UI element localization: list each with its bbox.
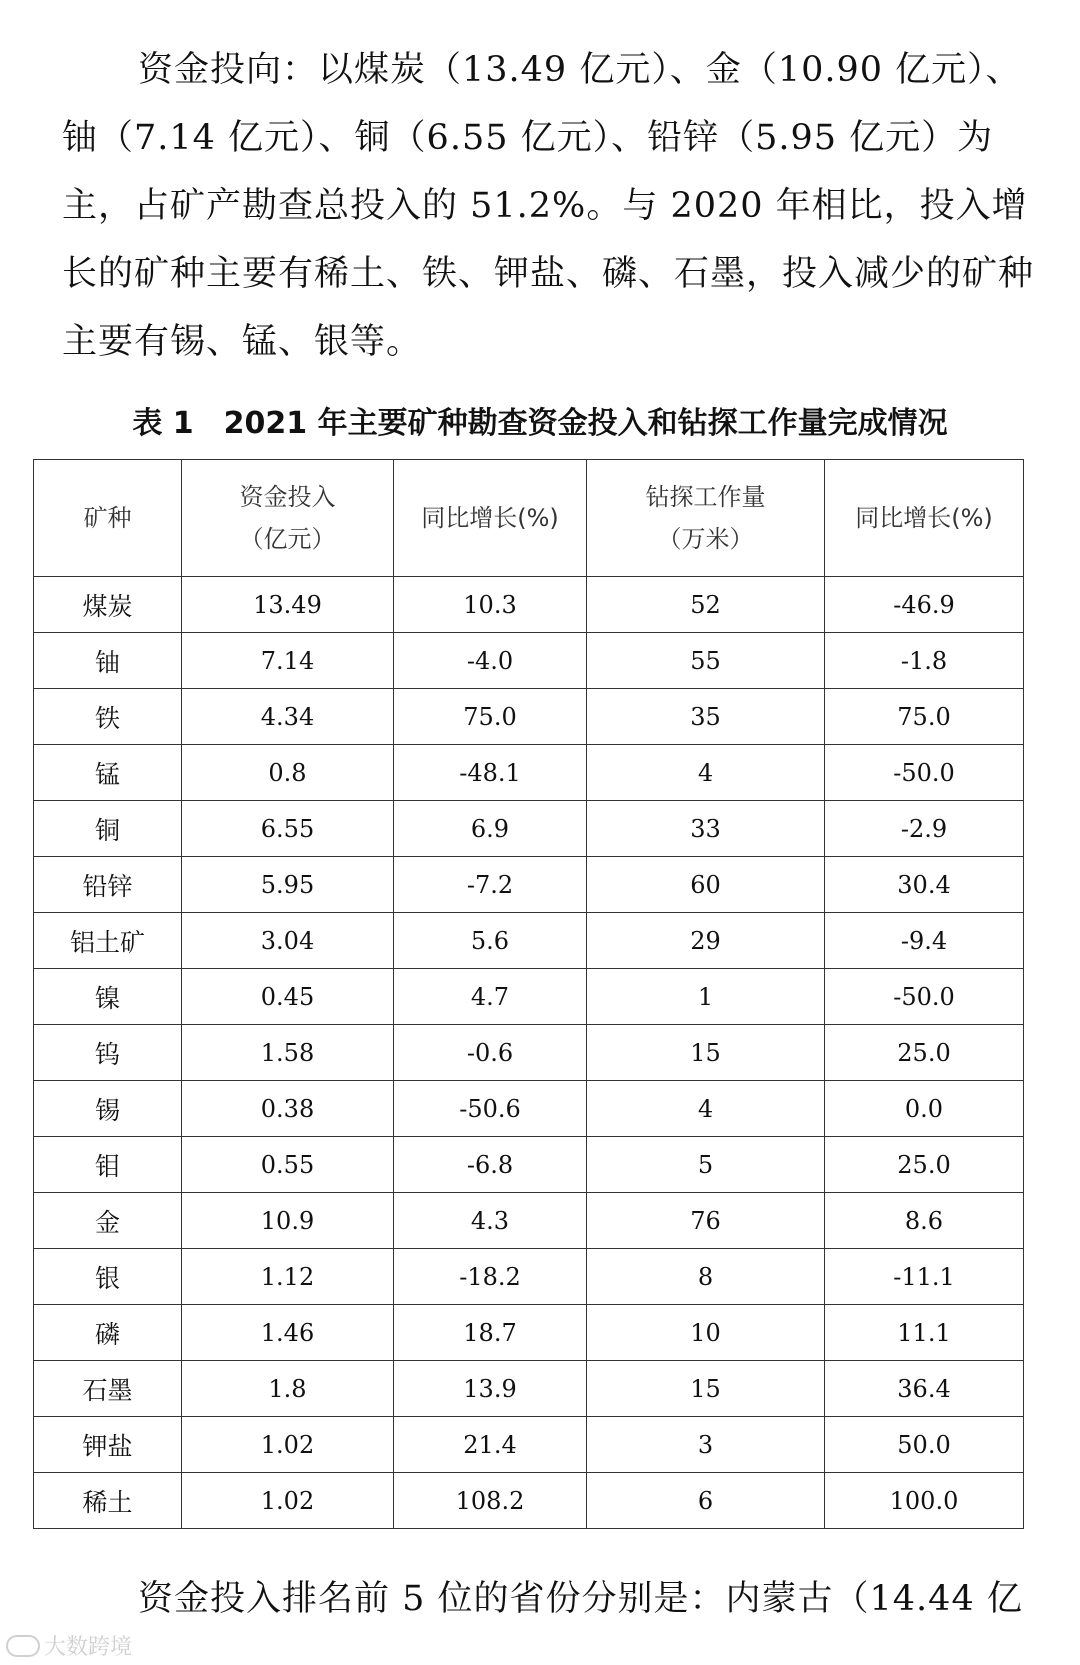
- cell-funding-yoy: 108.2: [394, 1473, 587, 1529]
- cell-drilling: 35: [587, 689, 825, 745]
- cell-funding-yoy: 4.7: [394, 969, 587, 1025]
- cell-mineral: 钼: [34, 1137, 182, 1193]
- table-row: [34, 857, 1024, 913]
- cell-funding: 7.14: [182, 633, 394, 689]
- cell-drilling: 52: [587, 577, 825, 633]
- cell-drilling-yoy: -46.9: [825, 577, 1024, 633]
- table-row: [34, 1473, 1024, 1529]
- cell-funding: 0.38: [182, 1081, 394, 1137]
- cell-funding-yoy: 18.7: [394, 1305, 587, 1361]
- cell-drilling: 4: [587, 745, 825, 801]
- table-row: [34, 1193, 1024, 1249]
- cell-funding-yoy: 10.3: [394, 577, 587, 633]
- header-funding-yoy: 同比增长(%): [394, 460, 587, 577]
- cell-drilling: 1: [587, 969, 825, 1025]
- table-row: [34, 913, 1024, 969]
- intro-paragraph: 资金投向：以煤炭（13.49 亿元）、金（10.90 亿元）、铀（7.14 亿元）、铜（6.55 亿元）、铅锌（5.95 亿元）为主，占矿产勘查总投入的 51.2%。与 2020 年相比，投入增长的矿种主要有稀土、铁、钾盐、磷、石墨，投入减少的矿种主要有锡、锰、银等。: [62, 50, 1035, 362]
- cell-drilling: 10: [587, 1305, 825, 1361]
- table-row: [34, 745, 1024, 801]
- table-body: [34, 577, 1024, 1529]
- cell-drilling-yoy: 50.0: [825, 1417, 1024, 1473]
- cell-drilling-yoy: 25.0: [825, 1025, 1024, 1081]
- table-row: [34, 801, 1024, 857]
- following-paragraph: 资金投入排名前 5 位的省份分别是：内蒙古（14.44 亿: [138, 1579, 1023, 1619]
- cell-drilling: 15: [587, 1361, 825, 1417]
- header-drilling-line2: （万米）: [657, 525, 754, 553]
- cell-mineral: 铁: [34, 689, 182, 745]
- cell-drilling-yoy: -2.9: [825, 801, 1024, 857]
- cell-drilling-yoy: 11.1: [825, 1305, 1024, 1361]
- cell-funding: 1.02: [182, 1417, 394, 1473]
- cell-drilling-yoy: 100.0: [825, 1473, 1024, 1529]
- cell-mineral: 银: [34, 1249, 182, 1305]
- table-header-row: [34, 460, 1024, 577]
- cell-drilling-yoy: -50.0: [825, 745, 1024, 801]
- cell-drilling: 76: [587, 1193, 825, 1249]
- cell-funding-yoy: 5.6: [394, 913, 587, 969]
- table-row: [34, 577, 1024, 633]
- watermark: [6, 1630, 132, 1661]
- table-caption: 表 1 2021 年主要矿种勘查资金投入和钻探工作量完成情况: [132, 406, 948, 441]
- cell-funding-yoy: -50.6: [394, 1081, 587, 1137]
- cell-drilling-yoy: 0.0: [825, 1081, 1024, 1137]
- cell-funding-yoy: 13.9: [394, 1361, 587, 1417]
- cell-funding: 10.9: [182, 1193, 394, 1249]
- table-row: [34, 1305, 1024, 1361]
- cell-funding-yoy: -7.2: [394, 857, 587, 913]
- header-mineral: 矿种: [34, 460, 182, 577]
- table-row: [34, 1137, 1024, 1193]
- cell-drilling: 4: [587, 1081, 825, 1137]
- cell-funding-yoy: -6.8: [394, 1137, 587, 1193]
- cell-mineral: 铅锌: [34, 857, 182, 913]
- cell-mineral: 煤炭: [34, 577, 182, 633]
- cell-funding-yoy: -18.2: [394, 1249, 587, 1305]
- cell-drilling-yoy: 8.6: [825, 1193, 1024, 1249]
- table-row: [34, 1249, 1024, 1305]
- cell-drilling: 33: [587, 801, 825, 857]
- cell-funding-yoy: 75.0: [394, 689, 587, 745]
- cell-funding-yoy: 21.4: [394, 1417, 587, 1473]
- cell-drilling: 29: [587, 913, 825, 969]
- cell-funding-yoy: 4.3: [394, 1193, 587, 1249]
- cell-mineral: 稀土: [34, 1473, 182, 1529]
- cell-mineral: 石墨: [34, 1361, 182, 1417]
- cell-drilling-yoy: 25.0: [825, 1137, 1024, 1193]
- cell-mineral: 锰: [34, 745, 182, 801]
- cell-funding: 1.58: [182, 1025, 394, 1081]
- table-row: [34, 633, 1024, 689]
- header-drilling-yoy: 同比增长(%): [825, 460, 1024, 577]
- cell-funding: 0.8: [182, 745, 394, 801]
- watermark-text: 大数跨境: [44, 1635, 133, 1660]
- cell-mineral: 金: [34, 1193, 182, 1249]
- cell-drilling: 3: [587, 1417, 825, 1473]
- cell-drilling: 60: [587, 857, 825, 913]
- cell-funding: 6.55: [182, 801, 394, 857]
- cell-mineral: 钾盐: [34, 1417, 182, 1473]
- cell-funding: 1.12: [182, 1249, 394, 1305]
- cell-funding: 1.46: [182, 1305, 394, 1361]
- cell-drilling-yoy: -9.4: [825, 913, 1024, 969]
- cell-funding: 1.8: [182, 1361, 394, 1417]
- cell-funding: 3.04: [182, 913, 394, 969]
- cell-funding: 13.49: [182, 577, 394, 633]
- cell-drilling: 15: [587, 1025, 825, 1081]
- cell-funding: 4.34: [182, 689, 394, 745]
- table-row: [34, 1025, 1024, 1081]
- cell-funding-yoy: -48.1: [394, 745, 587, 801]
- cell-drilling-yoy: -11.1: [825, 1249, 1024, 1305]
- cell-drilling-yoy: -1.8: [825, 633, 1024, 689]
- cell-mineral: 锡: [34, 1081, 182, 1137]
- cell-drilling-yoy: 75.0: [825, 689, 1024, 745]
- cell-drilling: 5: [587, 1137, 825, 1193]
- cell-drilling: 55: [587, 633, 825, 689]
- cell-drilling-yoy: 36.4: [825, 1361, 1024, 1417]
- cell-funding: 0.55: [182, 1137, 394, 1193]
- cell-funding-yoy: 6.9: [394, 801, 587, 857]
- cell-mineral: 铝土矿: [34, 913, 182, 969]
- header-drilling-line1: 钻探工作量: [645, 483, 766, 511]
- watermark-logo-icon: [6, 1635, 40, 1657]
- table-row: [34, 689, 1024, 745]
- cell-drilling-yoy: -50.0: [825, 969, 1024, 1025]
- cell-mineral: 铜: [34, 801, 182, 857]
- header-funding-line1: 资金投入: [239, 483, 336, 511]
- table-row: [34, 1081, 1024, 1137]
- header-funding-line2: （亿元）: [239, 525, 336, 553]
- cell-funding: 1.02: [182, 1473, 394, 1529]
- cell-funding-yoy: -0.6: [394, 1025, 587, 1081]
- cell-mineral: 镍: [34, 969, 182, 1025]
- cell-funding: 5.95: [182, 857, 394, 913]
- cell-funding-yoy: -4.0: [394, 633, 587, 689]
- mineral-exploration-table: [33, 459, 1024, 1529]
- table-row: [34, 1417, 1024, 1473]
- cell-mineral: 钨: [34, 1025, 182, 1081]
- cell-drilling: 6: [587, 1473, 825, 1529]
- cell-mineral: 磷: [34, 1305, 182, 1361]
- header-funding: [182, 460, 394, 577]
- header-drilling: [587, 460, 825, 577]
- cell-funding: 0.45: [182, 969, 394, 1025]
- table-row: [34, 1361, 1024, 1417]
- table-row: [34, 969, 1024, 1025]
- cell-drilling: 8: [587, 1249, 825, 1305]
- cell-mineral: 铀: [34, 633, 182, 689]
- cell-drilling-yoy: 30.4: [825, 857, 1024, 913]
